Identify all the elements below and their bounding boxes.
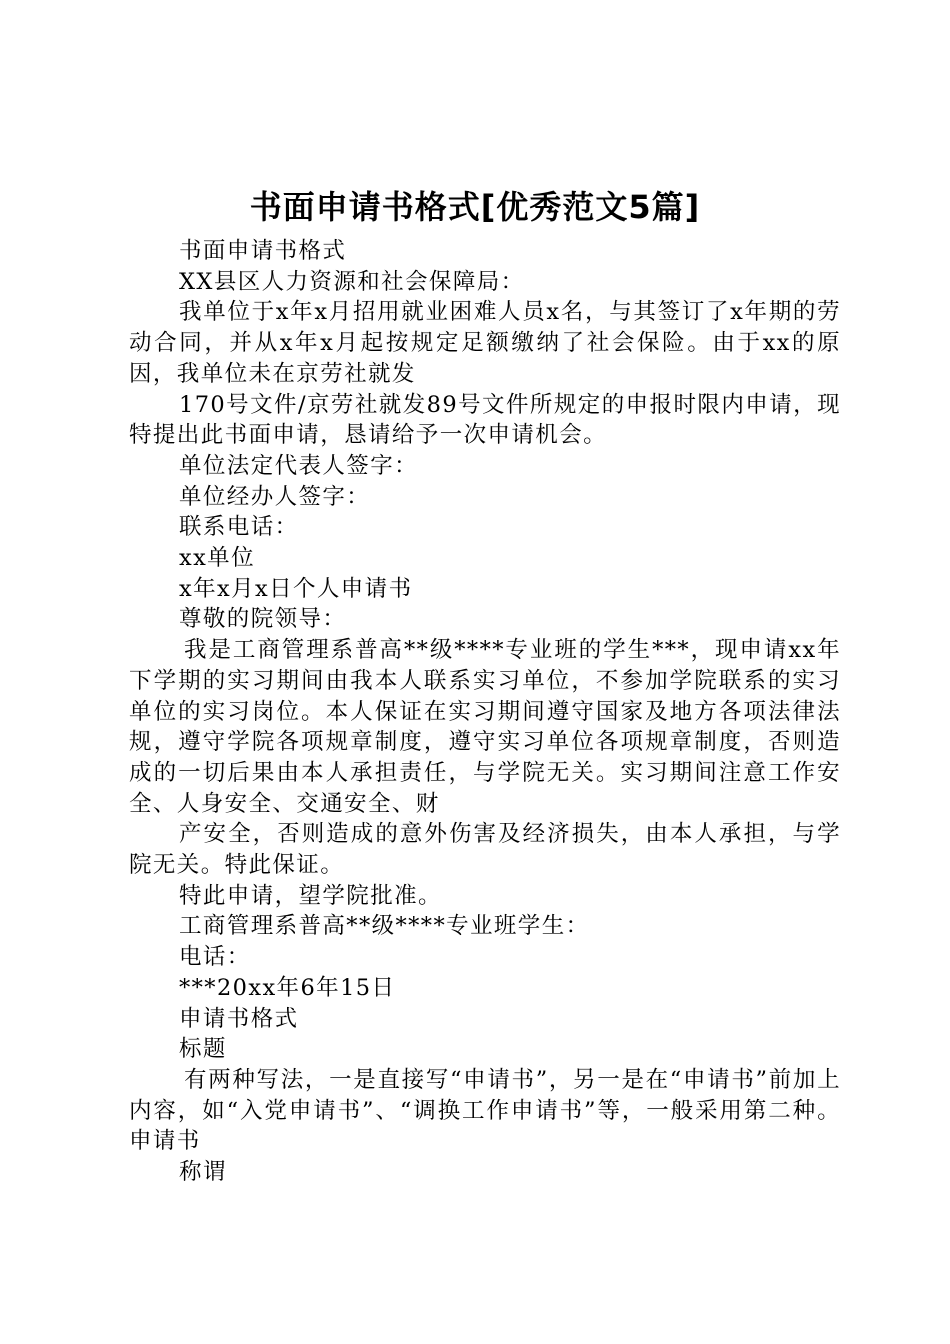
paragraph: 称谓: [179, 1159, 227, 1186]
paragraph: XX县区人力资源和社会保障局：: [179, 268, 525, 295]
paragraph: ***20xx年6年15日: [179, 974, 396, 1001]
paragraph: 单位法定代表人签字：: [179, 452, 419, 479]
paragraph: 有两种写法，一是直接写“申请书”，另一是在“申请书”前加上内容，如“入党申请书”、“调换工作申请书”等，一般采用第二种。申请书: [129, 1066, 841, 1155]
paragraph: 我是工商管理系普高**级****专业班的学生***，现申请xx年下学期的实习期间由我本人联系实习单位，不参加学院联系的实习单位的实习岗位。本人保证在实习期间遵守国家及地方各项法律法规，遵守学院各项规章制度，遵守实习单位各项规章制度，否则造成的一切后果由本人承担责任，与学院无关。实习期间注意工作安全、人身安全、交通安全、财: [129, 637, 841, 817]
paragraph: 单位经办人签字：: [179, 483, 371, 510]
paragraph: 170号文件/京劳社就发89号文件所规定的申报时限内申请，现特提出此书面申请，恳请给予一次申请机会。: [129, 391, 841, 449]
paragraph: 联系电话：: [179, 514, 299, 541]
paragraph: 标题: [179, 1036, 227, 1063]
paragraph: 申请书格式: [179, 1005, 299, 1032]
paragraph: 尊敬的院领导：: [179, 606, 347, 633]
paragraph: 特此申请，望学院批准。: [179, 882, 442, 909]
paragraph: 电话：: [179, 944, 251, 971]
document-title: 书面申请书格式[优秀范文5篇]: [249, 188, 701, 226]
paragraph: x年x月x日个人申请书: [179, 575, 413, 602]
paragraph: xx单位: [179, 545, 255, 572]
paragraph: 产安全，否则造成的意外伤害及经济损失，由本人承担，与学院无关。特此保证。: [129, 821, 841, 879]
paragraph: 书面申请书格式: [179, 238, 347, 264]
paragraph: 我单位于x年x月招用就业困难人员x名，与其签订了x年期的劳动合同，并从x年x月起按规定足额缴纳了社会保险。由于xx的原因，我单位未在京劳社就发: [129, 299, 841, 387]
paragraph: 工商管理系普高**级****专业班学生：: [179, 913, 590, 940]
document-body: [129, 236, 841, 1188]
